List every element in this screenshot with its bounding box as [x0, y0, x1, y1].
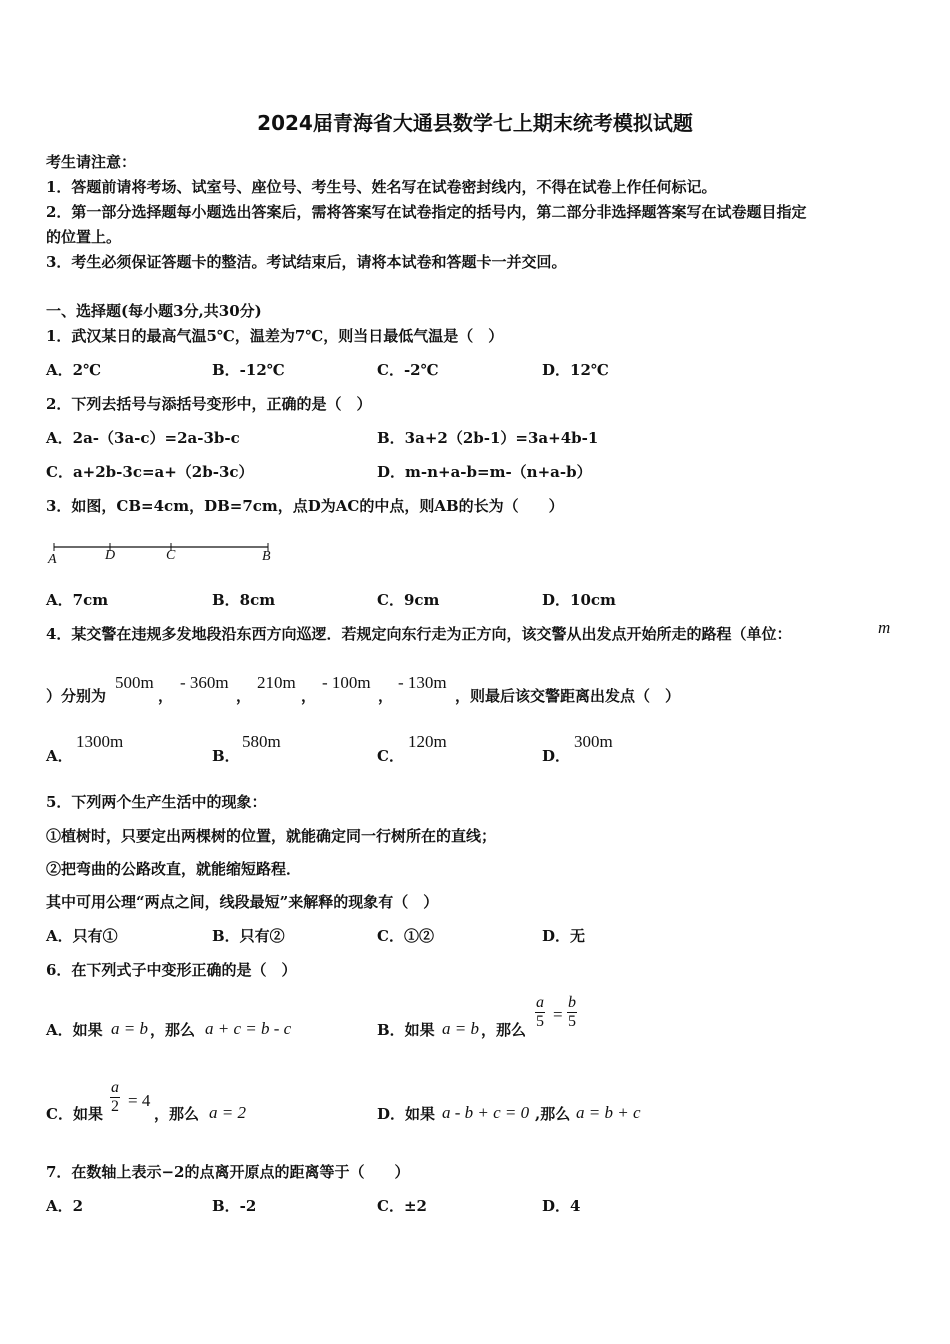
q4-option-b: 580m: [242, 732, 281, 751]
q6-stem: 6．在下列式子中变形正确的是（ ）: [46, 961, 297, 979]
q4-option-c-label: C．: [377, 747, 404, 765]
q2-option-a: A．2a-（3a-c）=2a-3b-c: [46, 429, 240, 447]
q6-option-a-condition: a = b: [111, 1019, 148, 1038]
q3-point-b-label: B: [262, 549, 271, 564]
q3-segment-figure: [50, 538, 274, 568]
q4-sep-2: ，: [236, 687, 252, 705]
q4-value-5: - 130m: [398, 673, 447, 692]
q3-option-b: B．8cm: [212, 591, 276, 609]
q5-statement-2: ②把弯曲的公路改直，就能缩短路程．: [46, 860, 302, 878]
notice-item-2: 2．第一部分选择题每小题选出答案后，需将答案写在试卷指定的括号内，第二部分非选择题答案写在试卷题目指定: [46, 203, 807, 221]
q6-option-c-equals: = 4: [128, 1091, 151, 1110]
q6-option-b-denominator-2: 5: [568, 1013, 576, 1030]
q2-option-d: D．m-n+a-b=m-（n+a-b）: [377, 463, 592, 481]
q1-stem: 1．武汉某日的最高气温5℃，温差为7℃，则当日最低气温是（ ）: [46, 327, 504, 345]
q6-option-c-prefix: C．如果: [46, 1105, 103, 1123]
notice-item-2-cont: 的位置上。: [46, 228, 122, 246]
q4-unit: m: [878, 618, 891, 637]
q7-stem: 7．在数轴上表示−2的点离开原点的距离等于（ ）: [46, 1163, 410, 1181]
q4-sep-3: ，: [301, 687, 317, 705]
q6-option-b-numerator-1: a: [536, 994, 544, 1011]
q4-lead: ）分别为: [46, 687, 107, 705]
q2-option-b: B．3a+2（2b-1）=3a+4b-1: [377, 429, 599, 447]
q5-option-d: D．无: [542, 927, 586, 945]
q6-option-c-then: ，那么: [154, 1105, 200, 1123]
q6-option-c-result: a = 2: [209, 1103, 246, 1122]
notice-heading: 考生请注意：: [46, 153, 137, 171]
q4-stem: 4．某交警在违规多发地段沿东西方向巡逻．若规定向东行走为正方向，该交警从出发点开始所走的路程（单位：: [46, 625, 792, 643]
notice-item-3: 3．考生必须保证答题卡的整洁。考试结束后，请将本试卷和答题卡一并交回。: [46, 253, 567, 271]
notice-item-1: 1．答题前请将考场、试室号、座位号、考生号、姓名写在试卷密封线内，不得在试卷上作任何标记。: [46, 178, 717, 196]
q2-stem: 2．下列去括号与添括号变形中，正确的是（ ）: [46, 395, 372, 413]
q4-value-1: 500m: [115, 673, 154, 692]
q6-option-c-denominator: 2: [111, 1098, 119, 1115]
q6-option-d-result: a = b + c: [576, 1103, 641, 1122]
q6-option-d-condition: a - b + c = 0: [442, 1103, 530, 1122]
q4-value-2: - 360m: [180, 673, 229, 692]
q3-point-c-label: C: [166, 548, 176, 563]
q2-option-c: C．a+2b-3c=a+（2b-3c）: [46, 463, 254, 481]
q6-option-b-condition: a = b: [442, 1019, 479, 1038]
q3-option-c: C．9cm: [377, 591, 440, 609]
section-heading: 一、选择题(每小题3分,共30分): [46, 302, 262, 320]
q4-option-a: 1300m: [76, 732, 124, 751]
q4-tail: ，则最后该交警距离出发点（ ）: [455, 687, 681, 705]
q6-option-a-prefix: A．如果: [46, 1021, 103, 1039]
q6-option-b-denominator-1: 5: [536, 1013, 544, 1030]
q5-option-c: C．①②: [377, 927, 434, 945]
q6-option-b-then: ，那么: [481, 1021, 527, 1039]
q4-option-d: 300m: [574, 732, 613, 751]
q4-option-b-label: B．: [212, 747, 240, 765]
q7-option-d: D．4: [542, 1197, 581, 1215]
q7-option-b: B．-2: [212, 1197, 257, 1215]
q6-option-c-numerator: a: [111, 1079, 119, 1096]
q6-option-b-prefix: B．如果: [377, 1021, 435, 1039]
q6-option-b-numerator-2: b: [568, 994, 576, 1011]
q4-option-a-label: A．: [46, 747, 73, 765]
q1-option-b: B．-12℃: [212, 361, 285, 379]
q6-option-b-fraction-1: [535, 994, 545, 1031]
q5-option-b: B．只有②: [212, 927, 285, 945]
q4-option-c: 120m: [408, 732, 447, 751]
q3-option-d: D．10cm: [542, 591, 616, 609]
q4-value-4: - 100m: [322, 673, 371, 692]
page-title: 2024届青海省大通县数学七上期末统考模拟试题: [257, 111, 693, 135]
q5-option-a: A．只有①: [46, 927, 118, 945]
q3-point-d-label: D: [105, 548, 116, 563]
q1-option-d: D．12℃: [542, 361, 609, 379]
q4-option-d-label: D．: [542, 747, 571, 765]
q3-point-a-label: A: [48, 552, 57, 567]
q5-statement-1: ①植树时，只要定出两棵树的位置，就能确定同一行树所在的直线；: [46, 827, 497, 845]
q5-question: 其中可用公理“两点之间，线段最短”来解释的现象有（ ）: [46, 893, 439, 911]
q6-option-a-result: a + c = b - c: [205, 1019, 292, 1038]
q6-option-b-equals: =: [553, 1005, 563, 1024]
q4-sep-1: ，: [158, 687, 174, 705]
q3-option-a: A．7cm: [46, 591, 109, 609]
q4-sep-4: ，: [378, 687, 394, 705]
q5-stem: 5．下列两个生产生活中的现象：: [46, 793, 267, 811]
q6-option-d-prefix: D．如果: [377, 1105, 436, 1123]
q1-option-c: C．-2℃: [377, 361, 439, 379]
q4-value-3: 210m: [257, 673, 296, 692]
q6-option-c-fraction: [110, 1079, 120, 1116]
q6-option-a-then: ，那么: [150, 1021, 196, 1039]
q7-option-c: C．±2: [377, 1197, 427, 1215]
q6-option-d-then: ,那么: [535, 1105, 571, 1123]
q1-option-a: A．2℃: [46, 361, 102, 379]
q3-stem: 3．如图，CB=4cm，DB=7cm，点D为AC的中点，则AB的长为（ ）: [46, 497, 564, 515]
q7-option-a: A．2: [46, 1197, 84, 1215]
q6-option-b-fraction-2: [567, 994, 577, 1031]
